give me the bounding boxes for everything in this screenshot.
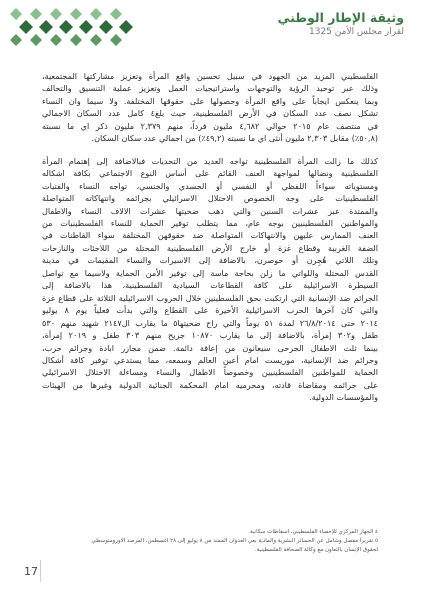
- text-line: والمواطنين الفلسطينيين بوجه عام، مما يتطلب توفير الحماية للنساء الفلسطينيات من: [42, 217, 378, 228]
- text-line: الفلسطينيات على وجه الخصوص الاحتلال الاسرائيلي بجرائمه وانتهاكاته المتواصلة: [42, 193, 378, 204]
- footer-divider: [40, 560, 41, 582]
- text-line: والمؤسسات الدولية.: [309, 392, 378, 403]
- text-line: والتي كان آخرها الحرب الاسرائيلية الأخيرة على القطاع والتي بدأت فعلياً يوم ٨ يوليو: [42, 305, 378, 316]
- text-line: الجرائم ضد الإنسانية التي ارتكبت بحق الفلسطينين خلال الحروب الاسرائيلية الثلاثة على قطاع غزة: [42, 292, 378, 303]
- text-line: وبما ينعكس ايجاباً على واقع المرأة وحصولها على حقوقها المختلفة. ولا سيما وان النساء: [42, 95, 378, 106]
- text-line: تشكل نصف عدد السكان في الأرض الفلسطينية، حيث بلغ٤ كامل عدد السكان الاجمالي: [42, 108, 378, 119]
- text-line: وذلك عبر توحيد الرؤية والتوجهات واستراتيجيات العمل وتعزيز عملية التنسيق والتحالف: [42, 83, 378, 94]
- text-line: الحماية للمواطنين الفلسطينيين وخصوصاً الاطفال والنساء ومساءلة الاحتلال الاسرائيلي: [42, 367, 378, 378]
- body-text: [42, 70, 378, 404]
- paragraph-2: [42, 155, 378, 404]
- text-line: والممتدة عبر عشرات السنين والتي ذهب ضحيتها عشرات الالاف النساء والاطفال: [42, 205, 378, 216]
- document-subtitle: لقرار مجلس الأمن 1325: [309, 27, 404, 37]
- text-line: كذلك ما زالت المرأة الفلسطينية تواجه العديد من التحديات فبالاضافة إلى إهتمام المرأة: [42, 155, 378, 166]
- footnotes: [42, 528, 378, 555]
- text-line: ومستوياته سواءاً اللفظي أو النفسي أو الجسدي والجنسي، تواجه النساء والفتيات: [42, 180, 378, 191]
- text-line: طفل و٣٠٢ إمرأة، بالاضافة إلى ما يقارب ١٠٨٧٠ جريح منهم ٣٠٣ طفل و ٢٠١٩ إمرأة،: [42, 330, 378, 341]
- text-line: الضفة الغربية وقطاع غزة أو خارج الأرض الفلسطينية المحتلة من اللاجئات والنازحات: [42, 242, 378, 253]
- text-line: وتلك اللاتي هُجِرن أو حوصرن، بالاضافة إلى الاسيرات والنساء المقيمات في مدينة: [42, 255, 378, 266]
- page-number: 17: [24, 565, 38, 578]
- page-header: [0, 0, 424, 64]
- text-line: بينما ثلث الاطفال الجرحى سيعانون من إعاقة دائمة. ضمن مجازر ابادة وجرائم حرب،: [42, 342, 378, 353]
- text-line: الفلسطينية ونضالها لمواجهة العنف القائم على أساس النوع الاجتماعي بكافة اشكاله: [42, 168, 378, 179]
- text-line: القدس المحتلة واللواتي ما زلن بحاجة ماسة إلى توفير الأمن الحماية ولاسيما مع تواصل: [42, 267, 378, 278]
- text-line: وجرائم ضد الإنسانية، موريست امام أعين العالم وسمعه، مما يستدعي توفير كافة أشكال: [42, 354, 378, 365]
- geometric-ornament-icon: [6, 6, 136, 50]
- text-line: السيطرة الاسرائيلية على كافة القطاعات السيادية الفلسطينية، هذا بالاضافة إلى: [42, 280, 378, 291]
- text-line: ٢٠١٤ حتى ٢٦/٨/٢٠١٤ لمدة ٥١ يوماً والتي راح ضحيتها٥ ما يقارب ال٢١٤٧ شهيد منهم ٥٣٠: [42, 317, 378, 328]
- footnote: لحقوق الإنسان بالتعاون مع وكالة الصحافة الفلسطينية.: [254, 547, 378, 553]
- text-line: في منتصف عام ٢٠١٥ حوالي ٤,٦٨٢ مليون فرداً، منهم ٢,٣٧٩ مليون ذكر اي ما نسبته: [42, 120, 378, 131]
- footnote: ٥ تقريراً مفصل وشامل عن الخسائر البشرية والمادية بعي العدوان الممتد من ٨ يوليو إلى ٢٨ اغسطس، المرصد الاورومتوسطي: [91, 538, 378, 544]
- document-title: وثيقة الإطار الوطني: [277, 10, 404, 25]
- text-line: (٥٠,٨٪) مقابل ٢,٣٠٣ مليون أنثى اي ما نسبته (٤٩,٢٪) من اجمالي عدد سكان السكان.: [91, 133, 378, 144]
- text-line: الفلسطيني المزيد من الجهود في سبيل تحسين واقع المرأة وتعزيز مشاركتها المجتمعية،: [42, 71, 378, 81]
- paragraph-1: [42, 70, 378, 145]
- text-line: العنف الممارس عليهن والانتهاكات المتواصلة ضد حقوقهن المختلفة سواء القاطنات في: [42, 230, 378, 241]
- text-line: على جرائمه ومقاضاة قادته، ومحرميه امام المحكمة الجنائية الدولية وغيرها من الهيئات: [42, 379, 378, 390]
- footnote: ٤ الجهاز المركزي للإحصاء الفلسطيني، اسقاطات سكانية.: [248, 529, 378, 535]
- document-title-block: [224, 10, 404, 39]
